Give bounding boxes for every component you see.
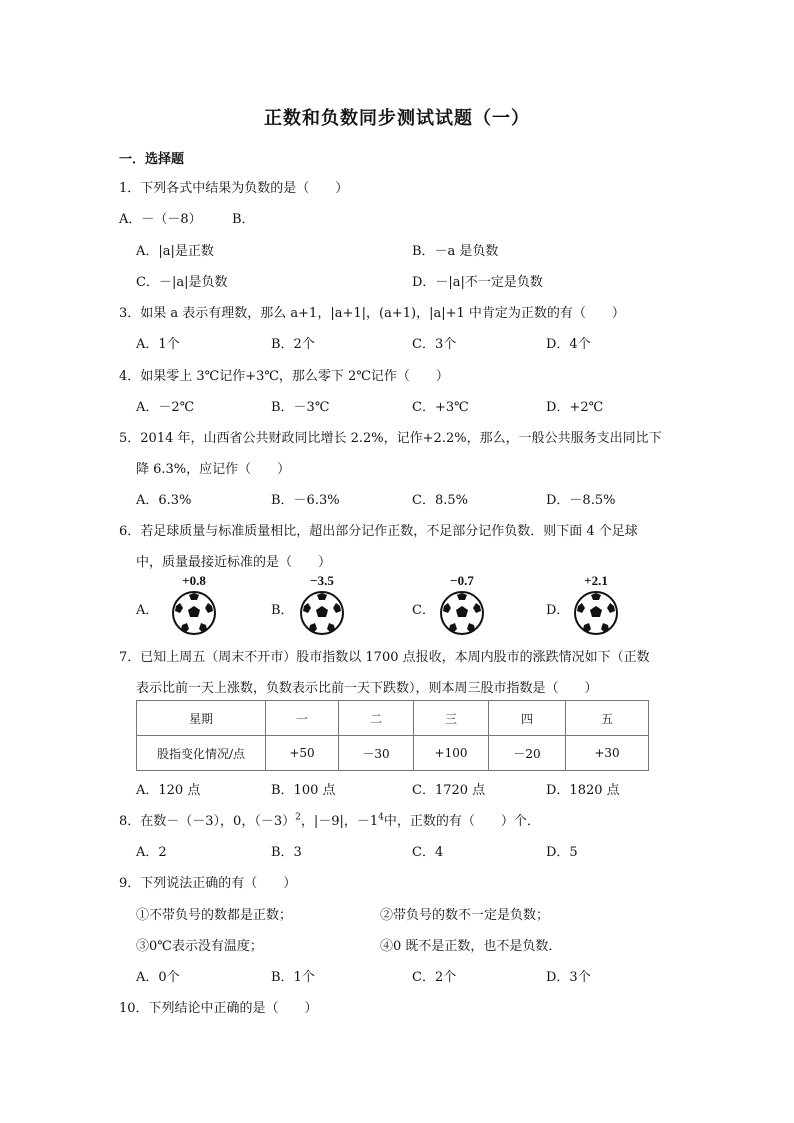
q5-stem-line2: 降 6.3%，应记作（ ） <box>136 462 291 477</box>
q1-option-a: A．－（－8） <box>119 212 202 227</box>
table-cell: 一 <box>266 701 339 736</box>
ball-label-a: +0.8 <box>182 573 206 588</box>
section-heading: 一．选择题 <box>119 152 185 167</box>
q10-stem: 10．下列结论中正确的是（ ） <box>119 1001 318 1016</box>
soccer-ball-d <box>570 575 630 645</box>
q8-stem-part1: 8．在数－（－3），0，（－3） <box>119 814 296 829</box>
q8-option-b: B．3 <box>271 845 302 860</box>
q8-stem-part2: ，|－9|，－1 <box>300 814 379 829</box>
table-row <box>137 736 649 771</box>
q8-option-a: A．2 <box>136 845 167 860</box>
q7-option-a: A．120 点 <box>136 783 201 798</box>
soccer-ball-a <box>168 575 228 645</box>
q8-exponent-2: 4 <box>378 812 384 823</box>
q6-stem-line1: 6．若足球质量与标准质量相比，超出部分记作正数，不足部分记作负数．则下面 4 个足球 <box>119 524 638 539</box>
soccer-ball-b <box>296 575 356 645</box>
q3-stem: 3．如果 a 表示有理数，那么 a+1，|a+1|，(a+1)，|a|+1 中肯定为正数的有（ ） <box>119 306 625 321</box>
q9-option-b: B．1个 <box>271 970 315 985</box>
q3-option-d: D．4个 <box>546 337 591 352</box>
ball-label-c: −0.7 <box>450 573 474 588</box>
q5-stem-line1: 5．2014 年，山西省公共财政同比增长 2.2%，记作+2.2%，那么，一般公共服务支出同比下 <box>119 431 662 446</box>
q9-statement-3: ③0℃表示没有温度； <box>136 939 263 954</box>
q9-option-c: C．2个 <box>412 970 457 985</box>
table-cell: +30 <box>566 736 649 771</box>
q8-stem <box>119 810 540 829</box>
q9-statement-4: ④0 既不是正数，也不是负数． <box>380 939 562 954</box>
q1-option-d: D．－|a|不一定是负数 <box>412 275 543 290</box>
q1-option-b2: B．－a 是负数 <box>412 244 499 259</box>
soccer-ball-icon <box>298 589 346 637</box>
stock-change-table <box>136 700 649 771</box>
soccer-ball-icon <box>438 589 486 637</box>
soccer-ball-icon <box>170 589 218 637</box>
q4-option-a: A．－2℃ <box>136 400 195 415</box>
q4-stem: 4．如果零上 3℃记作+3℃，那么零下 2℃记作（ ） <box>119 369 449 384</box>
q6-option-c: C． <box>412 603 435 618</box>
q1-option-a2: A．|a|是正数 <box>136 244 214 259</box>
table-cell: －30 <box>339 736 414 771</box>
q6-stem-line2: 中，质量最接近标准的是（ ） <box>136 555 332 570</box>
page-title: 正数和负数同步测试试题（一） <box>264 108 530 129</box>
table-cell: 星期 <box>137 701 266 736</box>
q7-stem-line1: 7．已知上周五（周末不开市）股市指数以 1700 点报收，本周内股市的涨跌情况如下（正数 <box>119 650 650 665</box>
table-cell: 股指变化情况/点 <box>137 736 266 771</box>
q8-stem-part3: 中，正数的有（ ）个． <box>383 814 540 829</box>
table-header-row <box>137 701 649 736</box>
ball-label-d: +2.1 <box>584 573 608 588</box>
q9-statement-2: ②带负号的数不一定是负数； <box>380 908 550 923</box>
table-cell: －20 <box>489 736 566 771</box>
q7-stem-line2: 表示比前一天上涨数，负数表示比前一天下跌数），则本周三股市指数是（ ） <box>136 681 598 696</box>
q4-option-c: C．+3℃ <box>412 400 469 415</box>
q6-option-d: D． <box>546 603 570 618</box>
table-cell: 三 <box>414 701 489 736</box>
table-cell: +100 <box>414 736 489 771</box>
table-cell: 四 <box>489 701 566 736</box>
q1-option-c: C．－|a|是负数 <box>136 275 228 290</box>
q1-option-b: B． <box>232 212 255 227</box>
q3-option-b: B．2个 <box>271 337 315 352</box>
q9-option-a: A．0个 <box>136 970 180 985</box>
q6-option-b: B． <box>271 603 294 618</box>
q7-option-b: B．100 点 <box>271 783 336 798</box>
q6-option-a: A． <box>136 603 159 618</box>
q1-stem: 1．下列各式中结果为负数的是（ ） <box>119 181 349 196</box>
q8-option-c: C．4 <box>412 845 444 860</box>
q3-option-a: A．1个 <box>136 337 180 352</box>
q9-stem: 9．下列说法正确的有（ ） <box>119 876 297 891</box>
q4-option-d: D．+2℃ <box>546 400 604 415</box>
ball-label-b: −3.5 <box>310 573 334 588</box>
q5-option-b: B．－6.3% <box>271 493 340 508</box>
soccer-ball-icon <box>572 589 620 637</box>
q5-option-d: D．－8.5% <box>546 493 616 508</box>
q7-option-d: D．1820 点 <box>546 783 620 798</box>
q3-option-c: C．3个 <box>412 337 457 352</box>
q4-option-b: B．－3℃ <box>271 400 330 415</box>
q5-option-a: A．6.3% <box>136 493 192 508</box>
table-cell: 二 <box>339 701 414 736</box>
q9-option-d: D．3个 <box>546 970 591 985</box>
q9-statement-1: ①不带负号的数都是正数； <box>136 908 293 923</box>
table-cell: +50 <box>266 736 339 771</box>
q8-exponent-1: 2 <box>295 812 301 823</box>
q5-option-c: C．8.5% <box>412 493 468 508</box>
q8-option-d: D．5 <box>546 845 578 860</box>
soccer-ball-c <box>436 575 496 645</box>
table-cell: 五 <box>566 701 649 736</box>
q7-option-c: C．1720 点 <box>412 783 486 798</box>
